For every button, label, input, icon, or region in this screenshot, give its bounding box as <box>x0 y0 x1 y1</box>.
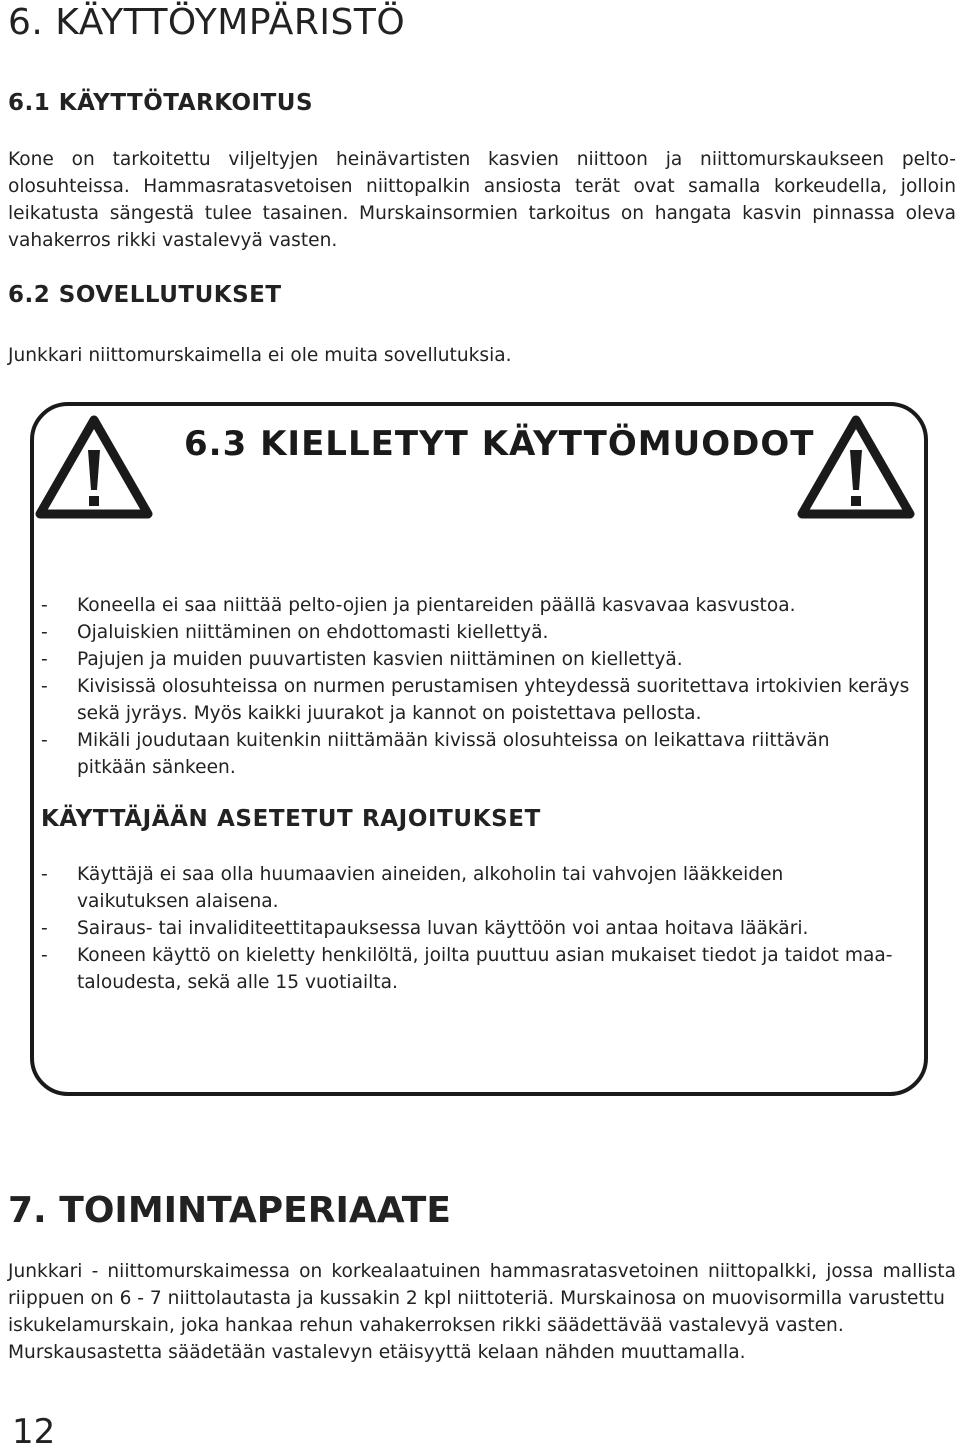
paragraph-line: riippuen on 6 - 7 niittolautasta ja kussakin 2 kpl niittoteriä. Murskainosa on muovisormilla varustettu <box>8 1288 945 1309</box>
section-7-paragraph <box>8 1258 956 1366</box>
section-7-title: 7. TOIMINTAPERIAATE <box>8 1190 451 1231</box>
list-item-text: pitkään sänkeen. <box>77 757 236 778</box>
list-item-text: Sairaus- tai invaliditeettitapauksessa luvan käyttöön voi antaa hoitava lääkäri. <box>77 918 809 939</box>
prohibited-uses-list <box>41 592 921 781</box>
section-6-2-heading: 6.2 SOVELLUTUKSET <box>8 282 282 308</box>
section-6-1-paragraph <box>8 146 956 254</box>
list-item-text: Pajujen ja muiden puuvartisten kasvien niittäminen on kiellettyä. <box>77 649 683 670</box>
list-item <box>41 646 921 673</box>
list-dash: - <box>41 595 48 616</box>
list-dash: - <box>41 864 48 885</box>
list-dash: - <box>41 945 48 966</box>
list-item <box>41 861 921 915</box>
restrictions-heading: KÄYTTÄJÄÄN ASETETUT RAJOITUKSET <box>41 806 541 832</box>
warning-triangle-icon <box>34 414 154 520</box>
list-dash: - <box>41 918 48 939</box>
list-item <box>41 619 921 646</box>
page-number: 12 <box>12 1412 56 1452</box>
list-item-text: Koneella ei saa niittää pelto-ojien ja pientareiden päällä kasvavaa kasvustoa. <box>77 595 796 616</box>
warning-triangle-icon <box>796 414 916 520</box>
restrictions-list <box>41 861 921 996</box>
paragraph-line: vahakerros rikki vastalevyä vasten. <box>8 230 338 251</box>
list-dash: - <box>41 730 48 751</box>
list-item <box>41 915 921 942</box>
list-item-text: Koneen käyttö on kieletty henkilöltä, joilta puuttuu asian mukaiset tiedot ja taidot maa- <box>77 945 893 966</box>
list-item <box>41 942 921 996</box>
list-item-text: taloudesta, sekä alle 15 vuotiailta. <box>77 972 398 993</box>
list-item-text: Käyttäjä ei saa olla huumaavien aineiden, alkoholin tai vahvojen lääkkeiden <box>77 864 784 885</box>
paragraph-line: Murskausastetta säädetään vastalevyn etäisyyttä kelaan nähden muuttamalla. <box>8 1342 746 1363</box>
list-item-text: Mikäli joudutaan kuitenkin niittämään kivissä olosuhteissa on leikattava riittävän <box>77 730 830 751</box>
section-6-title: 6. KÄYTTÖYMPÄRISTÖ <box>8 2 406 43</box>
list-item <box>41 673 921 727</box>
list-item <box>41 592 921 619</box>
list-item-text: Kivisissä olosuhteissa on nurmen perustamisen yhteydessä suoritettava irtokivien keräys <box>77 676 910 697</box>
list-item-text: vaikutuksen alaisena. <box>77 891 279 912</box>
list-item-text: Ojaluiskien niittäminen on ehdottomasti kiellettyä. <box>77 622 549 643</box>
section-6-3-heading: 6.3 KIELLETYT KÄYTTÖMUODOT <box>184 424 815 464</box>
section-6-2-text: Junkkari niittomurskaimella ei ole muita sovellutuksia. <box>8 345 512 366</box>
list-dash: - <box>41 676 48 697</box>
list-dash: - <box>41 649 48 670</box>
paragraph-line: Kone on tarkoitettu viljeltyjen heinävartisten kasvien niittoon ja niittomurskaukseen pelto- <box>8 149 956 170</box>
paragraph-line: leikatusta sängestä tulee tasainen. Murskainsormien tarkoitus on hangata kasvin pinnassa oleva <box>8 203 956 224</box>
list-item-text: sekä jyräys. Myös kaikki juurakot ja kannot on poistettava pellosta. <box>77 703 702 724</box>
section-6-1-heading: 6.1 KÄYTTÖTARKOITUS <box>8 90 314 116</box>
paragraph-line: Junkkari - niittomurskaimessa on korkealaatuinen hammasratasvetoinen niittopalkki, jossa mallista <box>8 1261 956 1282</box>
paragraph-line: iskukelamurskain, joka hankaa rehun vahakerroksen rikki säädettävää vastalevyä vasten. <box>8 1315 844 1336</box>
list-item <box>41 727 921 781</box>
paragraph-line: olosuhteissa. Hammasratasvetoisen niittopalkin ansiosta terät ovat samalla korkeudella, jolloin <box>8 176 956 197</box>
list-dash: - <box>41 622 48 643</box>
